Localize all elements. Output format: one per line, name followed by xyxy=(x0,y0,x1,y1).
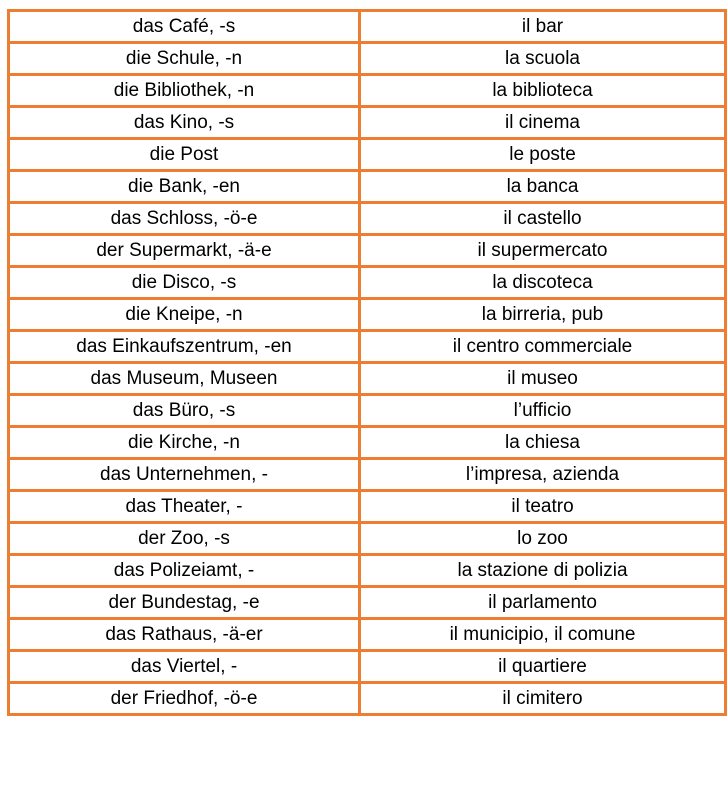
german-term-cell: die Bibliothek, -n xyxy=(9,75,360,107)
german-term-cell: die Post xyxy=(9,139,360,171)
table-row xyxy=(9,555,726,587)
german-term-cell: das Kino, -s xyxy=(9,107,360,139)
italian-translation-cell: il quartiere xyxy=(360,651,726,683)
table-row xyxy=(9,107,726,139)
italian-translation-cell: le poste xyxy=(360,139,726,171)
table-row xyxy=(9,395,726,427)
vocabulary-table xyxy=(7,9,727,716)
italian-translation-cell: il bar xyxy=(360,11,726,43)
italian-translation-cell: la birreria, pub xyxy=(360,299,726,331)
table-row xyxy=(9,171,726,203)
german-term-cell: der Supermarkt, -ä-e xyxy=(9,235,360,267)
italian-translation-cell: l’ufficio xyxy=(360,395,726,427)
italian-translation-cell: il centro commerciale xyxy=(360,331,726,363)
table-row xyxy=(9,491,726,523)
table-row xyxy=(9,139,726,171)
german-term-cell: das Unternehmen, - xyxy=(9,459,360,491)
table-row xyxy=(9,267,726,299)
table-row xyxy=(9,203,726,235)
german-term-cell: die Bank, -en xyxy=(9,171,360,203)
italian-translation-cell: il castello xyxy=(360,203,726,235)
italian-translation-cell: il supermercato xyxy=(360,235,726,267)
german-term-cell: das Büro, -s xyxy=(9,395,360,427)
german-term-cell: das Einkaufszentrum, -en xyxy=(9,331,360,363)
german-term-cell: das Viertel, - xyxy=(9,651,360,683)
italian-translation-cell: l’impresa, azienda xyxy=(360,459,726,491)
table-row xyxy=(9,11,726,43)
table-row xyxy=(9,43,726,75)
table-row xyxy=(9,459,726,491)
german-term-cell: das Museum, Museen xyxy=(9,363,360,395)
german-term-cell: die Schule, -n xyxy=(9,43,360,75)
table-row xyxy=(9,619,726,651)
german-term-cell: die Disco, -s xyxy=(9,267,360,299)
german-term-cell: die Kneipe, -n xyxy=(9,299,360,331)
italian-translation-cell: la discoteca xyxy=(360,267,726,299)
table-row xyxy=(9,683,726,715)
german-term-cell: das Theater, - xyxy=(9,491,360,523)
table-row xyxy=(9,587,726,619)
vocabulary-table-body xyxy=(9,11,726,715)
german-term-cell: der Zoo, -s xyxy=(9,523,360,555)
table-row xyxy=(9,75,726,107)
table-row xyxy=(9,331,726,363)
italian-translation-cell: il museo xyxy=(360,363,726,395)
italian-translation-cell: il teatro xyxy=(360,491,726,523)
german-term-cell: der Bundestag, -e xyxy=(9,587,360,619)
table-row xyxy=(9,299,726,331)
italian-translation-cell: la chiesa xyxy=(360,427,726,459)
italian-translation-cell: il parlamento xyxy=(360,587,726,619)
italian-translation-cell: il municipio, il comune xyxy=(360,619,726,651)
italian-translation-cell: lo zoo xyxy=(360,523,726,555)
italian-translation-cell: la stazione di polizia xyxy=(360,555,726,587)
german-term-cell: das Rathaus, -ä-er xyxy=(9,619,360,651)
table-row xyxy=(9,523,726,555)
table-row xyxy=(9,235,726,267)
italian-translation-cell: la scuola xyxy=(360,43,726,75)
table-row xyxy=(9,651,726,683)
italian-translation-cell: il cinema xyxy=(360,107,726,139)
german-term-cell: das Schloss, -ö-e xyxy=(9,203,360,235)
italian-translation-cell: la biblioteca xyxy=(360,75,726,107)
table-row xyxy=(9,427,726,459)
german-term-cell: die Kirche, -n xyxy=(9,427,360,459)
german-term-cell: das Café, -s xyxy=(9,11,360,43)
italian-translation-cell: la banca xyxy=(360,171,726,203)
german-term-cell: der Friedhof, -ö-e xyxy=(9,683,360,715)
table-row xyxy=(9,363,726,395)
italian-translation-cell: il cimitero xyxy=(360,683,726,715)
german-term-cell: das Polizeiamt, - xyxy=(9,555,360,587)
